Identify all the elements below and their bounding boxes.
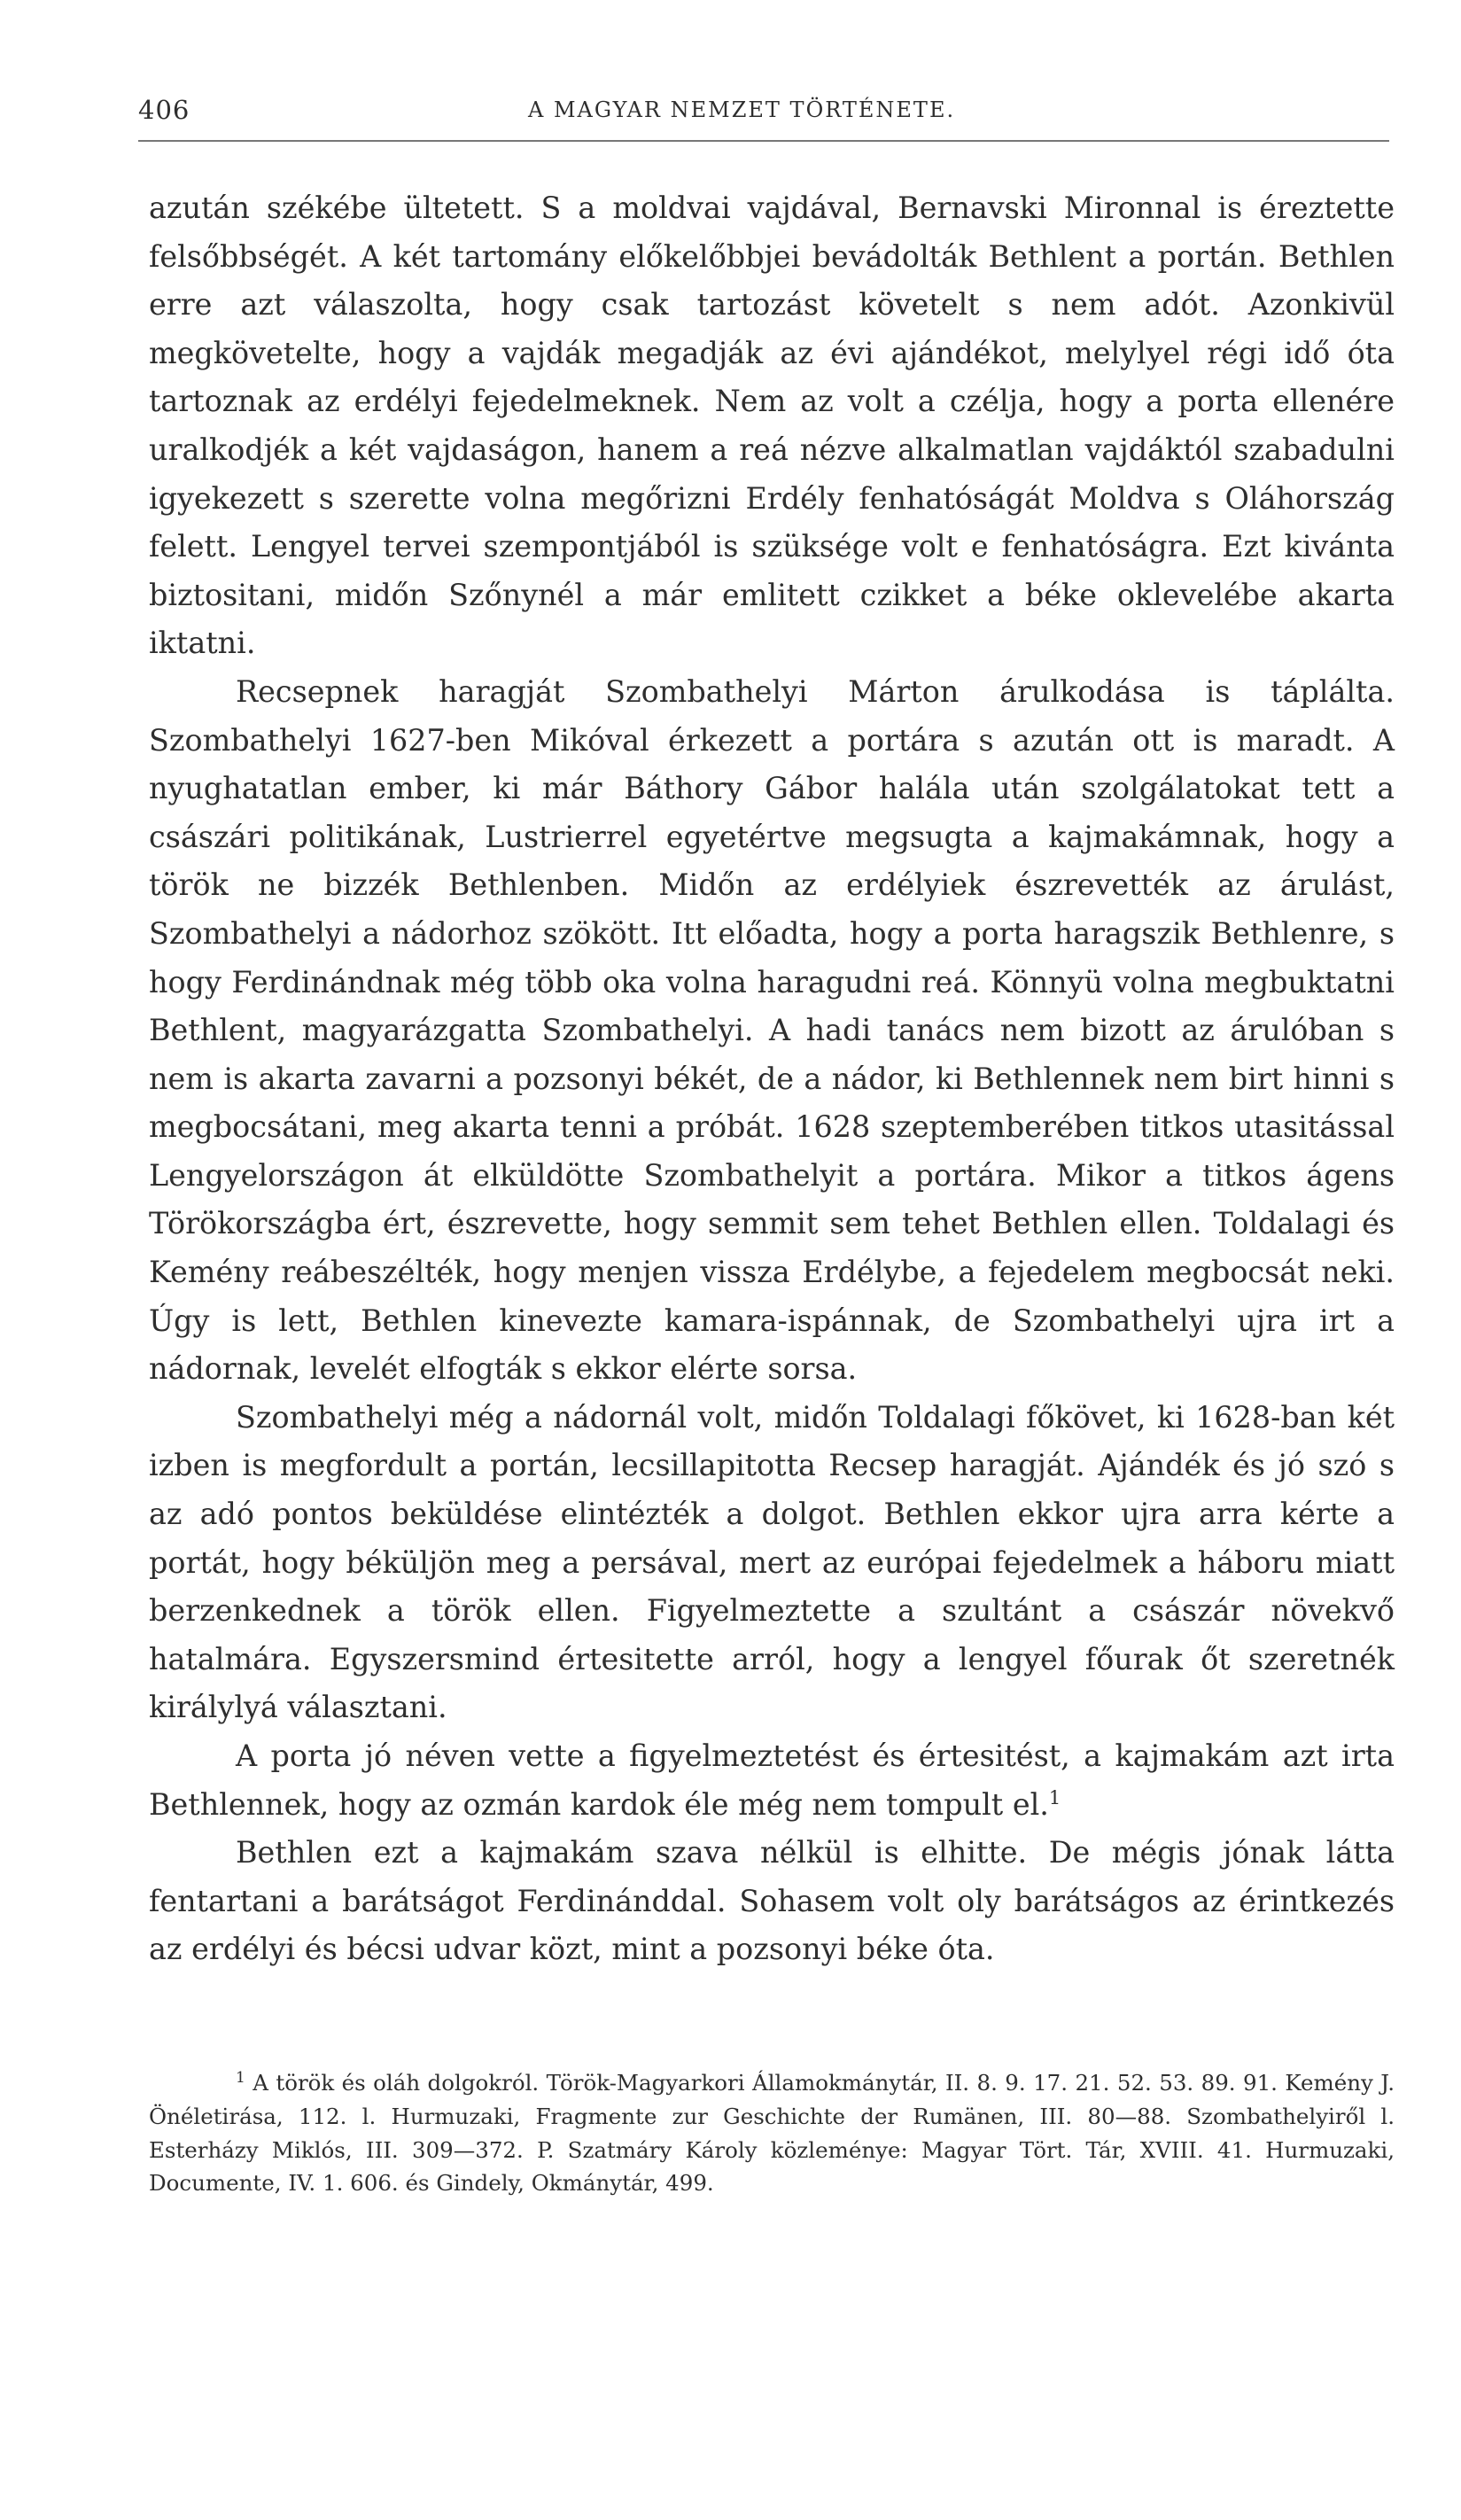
paragraph-4 bbox=[149, 1732, 1395, 1829]
footnote-text: A török és oláh dolgokról. Török-Magyarkori Államokmánytár, II. 8. 9. 17. 21. 52. 53. 89. 91. Kemény J. Önéletirása, 112. l. Hurmuzaki, Fragmente zur Geschichte der Rumänen, III. 80—88. Szombathelyiről l. Esterházy Miklós, III. 309—372. P. Szatmáry Károly közleménye: Magyar Tört. Tár, XVIII. 41. Hurmuzaki, Documente, IV. 1. 606. és Gindely, Okmánytár, 499. bbox=[149, 2070, 1395, 2197]
paragraph-4-text: A porta jó néven vette a figyelmeztetést és értesitést, a kajmakám azt irta Bethlennek, hogy az ozmán kardok éle még nem tompult el. bbox=[149, 1738, 1395, 1822]
paragraph-5: Bethlen ezt a kajmakám szava nélkül is elhitte. De mégis jónak látta fentartani a barátságot Ferdinánddal. Sohasem volt oly barátságos az érintkezés az erdélyi és bécsi udvar közt, mint a pozsonyi béke óta. bbox=[149, 1835, 1395, 1967]
paragraph-3: Szombathelyi még a nádornál volt, midőn Toldalagi főkövet, ki 1628-ban két izben is megfordult a portán, lecsillapitotta Recsep haragját. Ajándék és jó szó s az adó pontos beküldése elintézték a dolgot. Bethlen ekkor ujra arra kérte a portát, hogy béküljön meg a persával, mert az európai fejedelmek a háboru miatt berzenkednek a török ellen. Figyelmeztette a szultánt a császár növekvő hatalmára. Egyszersmind értesitette arról, hogy a lengyel főurak őt szeretnék királylyá választani. bbox=[149, 1399, 1395, 1725]
main-text bbox=[149, 184, 1395, 1974]
running-title: A MAGYAR NEMZET TÖRTÉNETE. bbox=[528, 97, 956, 122]
footnotes bbox=[149, 2066, 1395, 2200]
running-header bbox=[138, 89, 1389, 142]
paragraph-1: azután székébe ültetett. S a moldvai vajdával, Bernavski Mironnal is éreztette felsőbbségét. A két tartomány előkelőbbjei bevádolták Bethlent a portán. Bethlen erre azt válaszolta, hogy csak tartozást követelt s nem adót. Azonkivül megkövetelte, hogy a vajdák megadják az évi ajándékot, melylyel régi idő óta tartoznak az erdélyi fejedelmeknek. Nem az volt a czélja, hogy a porta ellenére uralkodjék a két vajdaságon, hanem a reá nézve alkalmatlan vajdáktól szabadulni igyekezett s szerette volna megőrizni Erdély fenhatóságát Moldva s Oláhország felett. Lengyel tervei szempontjából is szüksége volt e fenhatóságra. Ezt kivánta biztositani, midőn Szőnynél a már emlitett czikket a béke oklevelébe akarta iktatni. bbox=[149, 191, 1395, 661]
paragraph-2: Recsepnek haragját Szombathelyi Márton árulkodása is táplálta. Szombathelyi 1627-ben Mikóval érkezett a portára s azután ott is maradt. A nyughatatlan ember, ki már Báthory Gábor halála után szolgálatokat tett a császári politikának, Lustrierrel egyetértve megsugta a kajmakámnak, hogy a török ne bizzék Bethlenben. Midőn az erdélyiek észrevették az árulást, Szombathelyi a nádorhoz szökött. Itt előadta, hogy a porta haragszik Bethlenre, s hogy Ferdinándnak még több oka volna haragudni reá. Könnyü volna megbuktatni Bethlent, magyarázgatta Szombathelyi. A hadi tanács nem bizott az árulóban s nem is akarta zavarni a pozsonyi békét, de a nádor, ki Bethlennek nem birt hinni s megbocsátani, meg akarta tenni a próbát. 1628 szeptemberében titkos utasitással Lengyelországon át elküldötte Szombathelyit a portára. Mikor a titkos ágens Törökországba ért, észrevette, hogy semmit sem tehet Bethlen ellen. Toldalagi és Kemény reábeszélték, hogy menjen vissza Erdélybe, a fejedelem megbocsát neki. Úgy is lett, Bethlen kinevezte kamara-ispánnak, de Szombathelyi ujra irt a nádornak, levelét elfogták s ekkor elérte sorsa. bbox=[149, 673, 1395, 1387]
footnote-reference: 1 bbox=[1048, 1786, 1061, 1808]
footnote-1 bbox=[149, 2066, 1395, 2200]
page-number: 406 bbox=[138, 95, 190, 125]
footnote-mark: 1 bbox=[236, 2068, 245, 2087]
